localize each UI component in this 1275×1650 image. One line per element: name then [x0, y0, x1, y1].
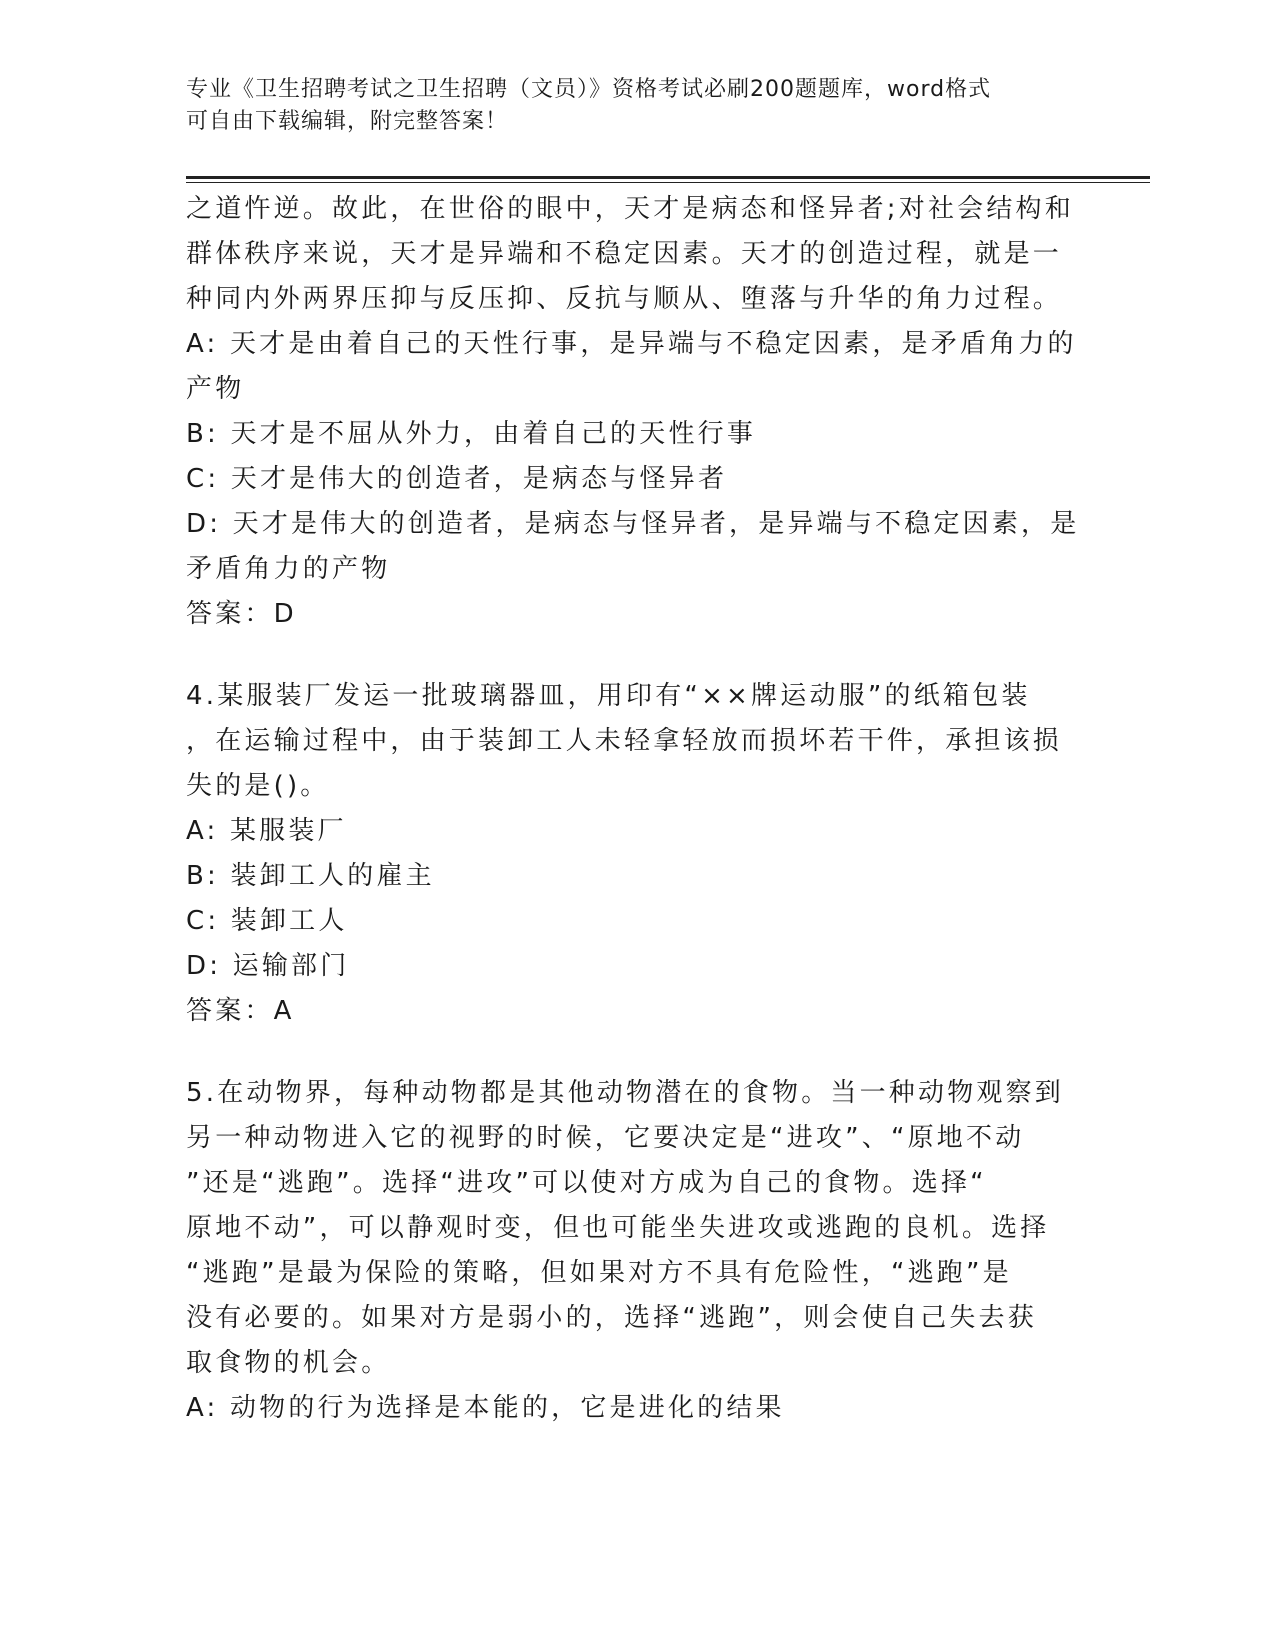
spacer [186, 637, 1066, 674]
header-title-line-1: 专业《卫生招聘考试之卫生招聘（文员）》资格考试必刷200题题库，word格式 [186, 77, 992, 102]
question-text-line: 原地不动”，可以静观时变，但也可能坐失进攻或逃跑的良机。选择 [186, 1213, 1050, 1243]
option-a: A: 天才是由着自己的天性行事，是异端与不稳定因素，是矛盾角力的 [186, 329, 1077, 359]
question-text-line: ，在运输过程中，由于装卸工人未轻拿轻放而损坏若干件，承担该损 [186, 726, 1063, 756]
option-c: C: 天才是伟大的创造者，是病态与怪异者 [186, 464, 728, 494]
question-text-line: 5.在动物界，每种动物都是其他动物潜在的食物。当一种动物观察到 [186, 1078, 1065, 1108]
option-d: D: 天才是伟大的创造者，是病态与怪异者，是异端与不稳定因素，是 [186, 509, 1080, 539]
header-divider-thick [186, 176, 1150, 179]
question-text-line: 之道忤逆。故此，在世俗的眼中，天才是病态和怪异者;对社会结构和 [186, 194, 1074, 224]
option-a: A: 某服装厂 [186, 816, 347, 846]
question-4 [186, 674, 1066, 1034]
spacer [186, 1034, 1066, 1071]
question-text-line: 4.某服装厂发运一批玻璃器皿，用印有“××牌运动服”的纸箱包装 [186, 681, 1031, 711]
option-d: D: 运输部门 [186, 951, 350, 981]
question-text-line: “逃跑”是最为保险的策略，但如果对方不具有危险性，“逃跑”是 [186, 1258, 1012, 1288]
question-text-line: 没有必要的。如果对方是弱小的，选择“逃跑”，则会使自己失去获 [186, 1303, 1037, 1333]
option-c: C: 装卸工人 [186, 906, 348, 936]
question-text-line: ”还是“逃跑”。选择“进攻”可以使对方成为自己的食物。选择“ [186, 1168, 987, 1198]
question-content [186, 187, 1080, 1431]
question-5 [186, 1071, 1066, 1431]
question-text-line: 另一种动物进入它的视野的时候，它要决定是“进攻”、“原地不动 [186, 1123, 1025, 1153]
header-divider-thin [186, 182, 1150, 183]
option-b: B: 装卸工人的雇主 [186, 861, 435, 891]
question-text-line: 种同内外两界压抑与反压抑、反抗与顺从、堕落与升华的角力过程。 [186, 284, 1063, 314]
page-header [186, 74, 1066, 138]
question-text-line: 取食物的机会。 [186, 1348, 391, 1378]
option-b: B: 天才是不屈从外力，由着自己的天性行事 [186, 419, 757, 449]
answer-label: 答案：A [186, 996, 295, 1026]
question-text-line: 群体秩序来说，天才是异端和不稳定因素。天才的创造过程，就是一 [186, 239, 1063, 269]
option-d-continued: 矛盾角力的产物 [186, 554, 391, 584]
header-title-line-2: 可自由下载编辑，附完整答案！ [186, 109, 509, 134]
question-3 [186, 187, 1080, 637]
answer-label: 答案：D [186, 599, 297, 629]
option-a-continued: 产物 [186, 374, 245, 404]
option-a: A: 动物的行为选择是本能的，它是进化的结果 [186, 1393, 785, 1423]
question-text-line: 失的是()。 [186, 771, 330, 801]
